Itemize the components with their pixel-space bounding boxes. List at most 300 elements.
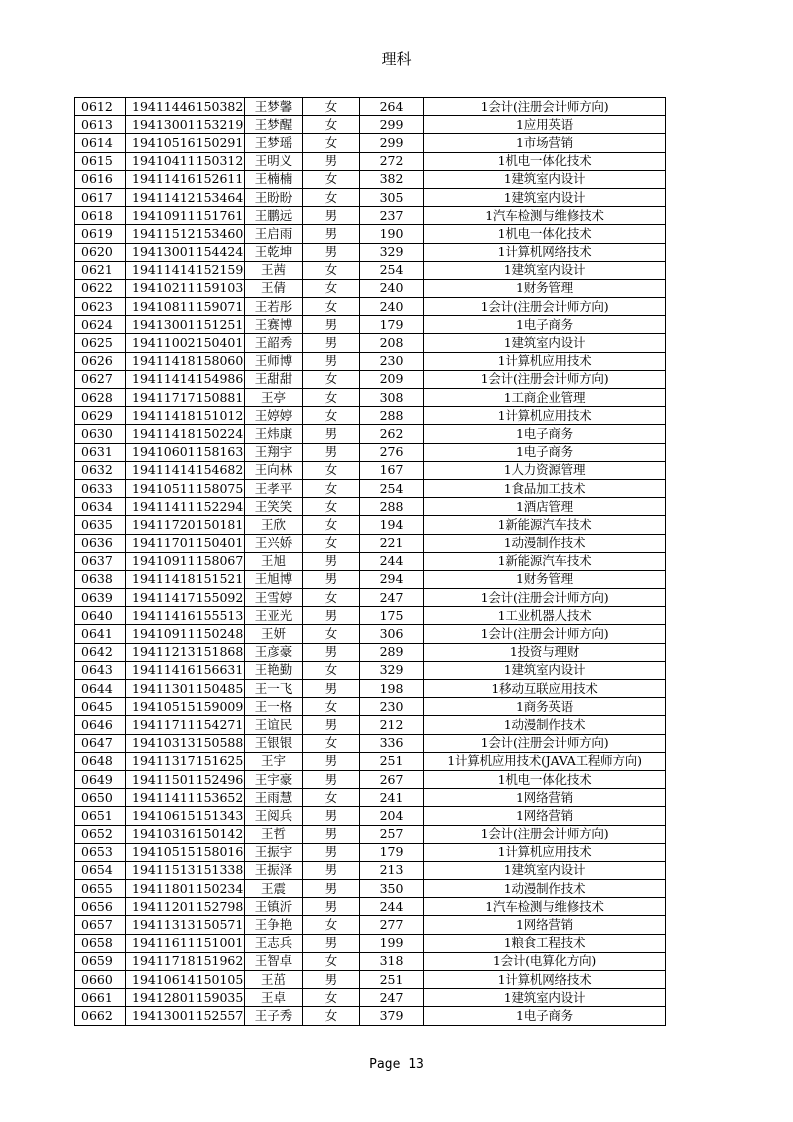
cell-score: 179 — [360, 843, 424, 861]
table-row — [75, 789, 666, 807]
table-row — [75, 916, 666, 934]
cell-seq-no: 0655 — [75, 880, 126, 898]
cell-gender: 男 — [303, 680, 360, 698]
cell-seq-no: 0616 — [75, 170, 126, 188]
cell-gender: 女 — [303, 734, 360, 752]
cell-seq-no: 0638 — [75, 570, 126, 588]
cell-major: 1建筑室内设计 — [424, 170, 666, 188]
page-number: Page 13 — [369, 1057, 424, 1072]
table-row — [75, 698, 666, 716]
cell-seq-no: 0649 — [75, 770, 126, 788]
cell-exam-id: 19410601158163 — [126, 443, 245, 461]
cell-major: 1人力资源管理 — [424, 461, 666, 479]
cell-seq-no: 0636 — [75, 534, 126, 552]
cell-gender: 男 — [303, 752, 360, 770]
table-row — [75, 298, 666, 316]
table-row — [75, 316, 666, 334]
cell-student-name: 王明义 — [245, 152, 303, 170]
cell-gender: 女 — [303, 498, 360, 516]
cell-exam-id: 19411418151012 — [126, 407, 245, 425]
cell-gender: 男 — [303, 880, 360, 898]
cell-exam-id: 19411418150224 — [126, 425, 245, 443]
cell-exam-id: 19411417155092 — [126, 589, 245, 607]
cell-score: 241 — [360, 789, 424, 807]
cell-exam-id: 19411416152611 — [126, 170, 245, 188]
cell-major: 1建筑室内设计 — [424, 261, 666, 279]
cell-seq-no: 0629 — [75, 407, 126, 425]
cell-exam-id: 19413001153219 — [126, 116, 245, 134]
cell-seq-no: 0643 — [75, 661, 126, 679]
cell-seq-no: 0661 — [75, 989, 126, 1007]
cell-major: 1建筑室内设计 — [424, 989, 666, 1007]
cell-major: 1电子商务 — [424, 316, 666, 334]
cell-student-name: 王振宇 — [245, 843, 303, 861]
cell-gender: 女 — [303, 625, 360, 643]
cell-seq-no: 0626 — [75, 352, 126, 370]
table-row — [75, 880, 666, 898]
cell-seq-no: 0621 — [75, 261, 126, 279]
cell-student-name: 王炜康 — [245, 425, 303, 443]
cell-major: 1计算机应用技术 — [424, 407, 666, 425]
cell-gender: 女 — [303, 188, 360, 206]
cell-student-name: 王鹏远 — [245, 207, 303, 225]
table-row — [75, 680, 666, 698]
cell-gender: 男 — [303, 425, 360, 443]
table-row — [75, 643, 666, 661]
cell-exam-id: 19411701150401 — [126, 534, 245, 552]
cell-major: 1建筑室内设计 — [424, 861, 666, 879]
cell-seq-no: 0614 — [75, 134, 126, 152]
cell-exam-id: 19411611151001 — [126, 934, 245, 952]
cell-score: 276 — [360, 443, 424, 461]
cell-major: 1动漫制作技术 — [424, 534, 666, 552]
cell-exam-id: 19411717150881 — [126, 389, 245, 407]
cell-student-name: 王兴娇 — [245, 534, 303, 552]
cell-student-name: 王志兵 — [245, 934, 303, 952]
cell-gender: 男 — [303, 898, 360, 916]
cell-gender: 男 — [303, 643, 360, 661]
cell-seq-no: 0656 — [75, 898, 126, 916]
cell-score: 288 — [360, 498, 424, 516]
cell-major: 1工商企业管理 — [424, 389, 666, 407]
cell-major: 1动漫制作技术 — [424, 880, 666, 898]
cell-student-name: 王哲 — [245, 825, 303, 843]
cell-exam-id: 19411718151962 — [126, 952, 245, 970]
cell-gender: 男 — [303, 770, 360, 788]
cell-gender: 女 — [303, 98, 360, 116]
cell-major: 1建筑室内设计 — [424, 188, 666, 206]
cell-student-name: 王婷婷 — [245, 407, 303, 425]
cell-exam-id: 19411201152798 — [126, 898, 245, 916]
cell-exam-id: 19413001152557 — [126, 1007, 245, 1025]
cell-exam-id: 19413001151251 — [126, 316, 245, 334]
table-row — [75, 98, 666, 116]
cell-gender: 男 — [303, 352, 360, 370]
cell-score: 299 — [360, 134, 424, 152]
cell-score: 175 — [360, 607, 424, 625]
cell-major: 1投资与理财 — [424, 643, 666, 661]
cell-gender: 女 — [303, 370, 360, 388]
cell-seq-no: 0650 — [75, 789, 126, 807]
table-row — [75, 625, 666, 643]
cell-major: 1新能源汽车技术 — [424, 552, 666, 570]
table-row — [75, 716, 666, 734]
cell-score: 221 — [360, 534, 424, 552]
cell-student-name: 王震 — [245, 880, 303, 898]
table-row — [75, 425, 666, 443]
cell-student-name: 王镇沂 — [245, 898, 303, 916]
cell-gender: 女 — [303, 134, 360, 152]
cell-score: 190 — [360, 225, 424, 243]
cell-score: 208 — [360, 334, 424, 352]
admission-table — [74, 97, 666, 1026]
cell-student-name: 王亭 — [245, 389, 303, 407]
cell-seq-no: 0639 — [75, 589, 126, 607]
table-row — [75, 334, 666, 352]
table-row — [75, 952, 666, 970]
cell-exam-id: 19410515159009 — [126, 698, 245, 716]
cell-seq-no: 0635 — [75, 516, 126, 534]
cell-seq-no: 0631 — [75, 443, 126, 461]
cell-major: 1粮食工程技术 — [424, 934, 666, 952]
cell-major: 1酒店管理 — [424, 498, 666, 516]
cell-score: 199 — [360, 934, 424, 952]
table-row — [75, 279, 666, 297]
cell-score: 379 — [360, 1007, 424, 1025]
table-row — [75, 225, 666, 243]
cell-score: 247 — [360, 989, 424, 1007]
table-row — [75, 770, 666, 788]
cell-seq-no: 0619 — [75, 225, 126, 243]
cell-score: 350 — [360, 880, 424, 898]
cell-exam-id: 19411414154682 — [126, 461, 245, 479]
table-row — [75, 971, 666, 989]
cell-exam-id: 19411301150485 — [126, 680, 245, 698]
cell-student-name: 王甜甜 — [245, 370, 303, 388]
table-row — [75, 170, 666, 188]
cell-major: 1会计(注册会计师方向) — [424, 370, 666, 388]
cell-student-name: 王盼盼 — [245, 188, 303, 206]
cell-seq-no: 0633 — [75, 479, 126, 497]
cell-gender: 女 — [303, 989, 360, 1007]
cell-gender: 男 — [303, 607, 360, 625]
cell-gender: 女 — [303, 789, 360, 807]
cell-score: 254 — [360, 479, 424, 497]
cell-major: 1建筑室内设计 — [424, 334, 666, 352]
table-row — [75, 552, 666, 570]
cell-exam-id: 19411418151521 — [126, 570, 245, 588]
cell-gender: 女 — [303, 461, 360, 479]
cell-seq-no: 0660 — [75, 971, 126, 989]
cell-seq-no: 0641 — [75, 625, 126, 643]
table-row — [75, 370, 666, 388]
cell-exam-id: 19410811159071 — [126, 298, 245, 316]
table-row — [75, 152, 666, 170]
cell-seq-no: 0662 — [75, 1007, 126, 1025]
cell-student-name: 王茜 — [245, 261, 303, 279]
cell-major: 1计算机应用技术 — [424, 843, 666, 861]
cell-gender: 女 — [303, 279, 360, 297]
cell-major: 1电子商务 — [424, 443, 666, 461]
cell-exam-id: 19411418158060 — [126, 352, 245, 370]
cell-student-name: 王韶秀 — [245, 334, 303, 352]
cell-major: 1食品加工技术 — [424, 479, 666, 497]
cell-seq-no: 0625 — [75, 334, 126, 352]
cell-gender: 女 — [303, 1007, 360, 1025]
cell-exam-id: 19413001154424 — [126, 243, 245, 261]
table-row — [75, 188, 666, 206]
table-row — [75, 752, 666, 770]
cell-score: 264 — [360, 98, 424, 116]
cell-score: 179 — [360, 316, 424, 334]
cell-exam-id: 19410911151761 — [126, 207, 245, 225]
cell-exam-id: 19411313150571 — [126, 916, 245, 934]
cell-gender: 女 — [303, 298, 360, 316]
cell-major: 1商务英语 — [424, 698, 666, 716]
table-row — [75, 243, 666, 261]
cell-major: 1电子商务 — [424, 425, 666, 443]
cell-seq-no: 0654 — [75, 861, 126, 879]
cell-gender: 女 — [303, 516, 360, 534]
cell-student-name: 王振泽 — [245, 861, 303, 879]
cell-score: 318 — [360, 952, 424, 970]
cell-gender: 女 — [303, 116, 360, 134]
cell-score: 306 — [360, 625, 424, 643]
table-row — [75, 134, 666, 152]
cell-seq-no: 0632 — [75, 461, 126, 479]
cell-major: 1计算机网络技术 — [424, 971, 666, 989]
cell-seq-no: 0640 — [75, 607, 126, 625]
cell-student-name: 王向林 — [245, 461, 303, 479]
cell-student-name: 王乾坤 — [245, 243, 303, 261]
cell-seq-no: 0653 — [75, 843, 126, 861]
cell-student-name: 王师博 — [245, 352, 303, 370]
cell-seq-no: 0618 — [75, 207, 126, 225]
table-row — [75, 734, 666, 752]
cell-student-name: 王亚光 — [245, 607, 303, 625]
cell-gender: 男 — [303, 570, 360, 588]
cell-major: 1会计(注册会计师方向) — [424, 825, 666, 843]
cell-exam-id: 19411412153464 — [126, 188, 245, 206]
cell-score: 209 — [360, 370, 424, 388]
table-row — [75, 479, 666, 497]
cell-exam-id: 19410615151343 — [126, 807, 245, 825]
cell-score: 329 — [360, 661, 424, 679]
cell-seq-no: 0647 — [75, 734, 126, 752]
cell-student-name: 王旭 — [245, 552, 303, 570]
cell-score: 244 — [360, 898, 424, 916]
cell-exam-id: 19410313150588 — [126, 734, 245, 752]
cell-score: 299 — [360, 116, 424, 134]
cell-major: 1会计(注册会计师方向) — [424, 298, 666, 316]
table-row — [75, 807, 666, 825]
cell-score: 262 — [360, 425, 424, 443]
cell-exam-id: 19410614150105 — [126, 971, 245, 989]
cell-gender: 女 — [303, 389, 360, 407]
cell-student-name: 王谊民 — [245, 716, 303, 734]
cell-seq-no: 0648 — [75, 752, 126, 770]
table-row — [75, 407, 666, 425]
table-row — [75, 661, 666, 679]
cell-seq-no: 0652 — [75, 825, 126, 843]
cell-score: 254 — [360, 261, 424, 279]
cell-seq-no: 0622 — [75, 279, 126, 297]
cell-score: 257 — [360, 825, 424, 843]
cell-exam-id: 19410411150312 — [126, 152, 245, 170]
cell-student-name: 王梦瑶 — [245, 134, 303, 152]
cell-exam-id: 19410316150142 — [126, 825, 245, 843]
cell-student-name: 王智卓 — [245, 952, 303, 970]
cell-major: 1汽车检测与维修技术 — [424, 898, 666, 916]
cell-gender: 女 — [303, 698, 360, 716]
cell-student-name: 王妍 — [245, 625, 303, 643]
cell-major: 1机电一体化技术 — [424, 770, 666, 788]
cell-gender: 男 — [303, 716, 360, 734]
table-row — [75, 389, 666, 407]
cell-score: 251 — [360, 971, 424, 989]
cell-gender: 女 — [303, 661, 360, 679]
cell-exam-id: 19411414154986 — [126, 370, 245, 388]
table-row — [75, 116, 666, 134]
cell-seq-no: 0623 — [75, 298, 126, 316]
cell-seq-no: 0634 — [75, 498, 126, 516]
cell-major: 1计算机应用技术 — [424, 352, 666, 370]
cell-exam-id: 19411213151868 — [126, 643, 245, 661]
cell-major: 1会计(注册会计师方向) — [424, 589, 666, 607]
cell-score: 305 — [360, 188, 424, 206]
cell-exam-id: 19411513151338 — [126, 861, 245, 879]
cell-student-name: 王子秀 — [245, 1007, 303, 1025]
cell-major: 1工业机器人技术 — [424, 607, 666, 625]
cell-seq-no: 0613 — [75, 116, 126, 134]
cell-exam-id: 19411512153460 — [126, 225, 245, 243]
cell-gender: 男 — [303, 207, 360, 225]
cell-exam-id: 19410511158075 — [126, 479, 245, 497]
cell-major: 1网络营销 — [424, 807, 666, 825]
cell-gender: 男 — [303, 443, 360, 461]
cell-major: 1财务管理 — [424, 279, 666, 297]
cell-major: 1会计(电算化方向) — [424, 952, 666, 970]
cell-score: 237 — [360, 207, 424, 225]
cell-score: 230 — [360, 352, 424, 370]
cell-major: 1网络营销 — [424, 789, 666, 807]
cell-major: 1网络营销 — [424, 916, 666, 934]
cell-student-name: 王争艳 — [245, 916, 303, 934]
cell-student-name: 王楠楠 — [245, 170, 303, 188]
page-title: 理科 — [381, 50, 412, 68]
cell-exam-id: 19410515158016 — [126, 843, 245, 861]
cell-major: 1电子商务 — [424, 1007, 666, 1025]
cell-seq-no: 0617 — [75, 188, 126, 206]
cell-score: 244 — [360, 552, 424, 570]
cell-student-name: 王宇 — [245, 752, 303, 770]
table-row — [75, 589, 666, 607]
cell-gender: 男 — [303, 843, 360, 861]
cell-seq-no: 0642 — [75, 643, 126, 661]
cell-seq-no: 0657 — [75, 916, 126, 934]
table-row — [75, 898, 666, 916]
cell-seq-no: 0630 — [75, 425, 126, 443]
cell-gender: 男 — [303, 807, 360, 825]
cell-gender: 男 — [303, 152, 360, 170]
cell-exam-id: 19411416155513 — [126, 607, 245, 625]
cell-major: 1计算机应用技术(JAVA工程师方向) — [424, 752, 666, 770]
cell-exam-id: 19411414152159 — [126, 261, 245, 279]
cell-exam-id: 19411002150401 — [126, 334, 245, 352]
cell-gender: 男 — [303, 243, 360, 261]
cell-student-name: 王茁 — [245, 971, 303, 989]
cell-student-name: 王启雨 — [245, 225, 303, 243]
cell-score: 382 — [360, 170, 424, 188]
table-row — [75, 861, 666, 879]
cell-score: 204 — [360, 807, 424, 825]
cell-major: 1动漫制作技术 — [424, 716, 666, 734]
table-row — [75, 261, 666, 279]
cell-student-name: 王旭博 — [245, 570, 303, 588]
cell-score: 289 — [360, 643, 424, 661]
cell-major: 1建筑室内设计 — [424, 661, 666, 679]
cell-gender: 男 — [303, 861, 360, 879]
cell-major: 1财务管理 — [424, 570, 666, 588]
cell-student-name: 王一格 — [245, 698, 303, 716]
cell-student-name: 王梦醒 — [245, 116, 303, 134]
cell-exam-id: 19411501152496 — [126, 770, 245, 788]
cell-gender: 男 — [303, 552, 360, 570]
cell-score: 247 — [360, 589, 424, 607]
cell-exam-id: 19410516150291 — [126, 134, 245, 152]
cell-seq-no: 0645 — [75, 698, 126, 716]
cell-student-name: 王阅兵 — [245, 807, 303, 825]
cell-score: 272 — [360, 152, 424, 170]
cell-seq-no: 0620 — [75, 243, 126, 261]
cell-score: 336 — [360, 734, 424, 752]
cell-score: 308 — [360, 389, 424, 407]
cell-exam-id: 19411446150382 — [126, 98, 245, 116]
cell-score: 240 — [360, 279, 424, 297]
cell-student-name: 王彦豪 — [245, 643, 303, 661]
cell-major: 1市场营销 — [424, 134, 666, 152]
cell-student-name: 王雨慧 — [245, 789, 303, 807]
cell-major: 1汽车检测与维修技术 — [424, 207, 666, 225]
cell-student-name: 王宇豪 — [245, 770, 303, 788]
cell-score: 213 — [360, 861, 424, 879]
table-row — [75, 934, 666, 952]
table-row — [75, 352, 666, 370]
cell-major: 1应用英语 — [424, 116, 666, 134]
cell-exam-id: 19410911150248 — [126, 625, 245, 643]
cell-student-name: 王银银 — [245, 734, 303, 752]
cell-gender: 女 — [303, 170, 360, 188]
cell-seq-no: 0627 — [75, 370, 126, 388]
cell-seq-no: 0644 — [75, 680, 126, 698]
cell-gender: 男 — [303, 225, 360, 243]
cell-seq-no: 0659 — [75, 952, 126, 970]
cell-major: 1会计(注册会计师方向) — [424, 625, 666, 643]
table-row — [75, 498, 666, 516]
table-row — [75, 443, 666, 461]
cell-exam-id: 19410211159103 — [126, 279, 245, 297]
cell-score: 329 — [360, 243, 424, 261]
cell-seq-no: 0637 — [75, 552, 126, 570]
cell-score: 212 — [360, 716, 424, 734]
cell-seq-no: 0615 — [75, 152, 126, 170]
cell-gender: 女 — [303, 916, 360, 934]
cell-exam-id: 19411411152294 — [126, 498, 245, 516]
cell-gender: 女 — [303, 479, 360, 497]
cell-student-name: 王雪婷 — [245, 589, 303, 607]
cell-exam-id: 19411801150234 — [126, 880, 245, 898]
cell-score: 240 — [360, 298, 424, 316]
